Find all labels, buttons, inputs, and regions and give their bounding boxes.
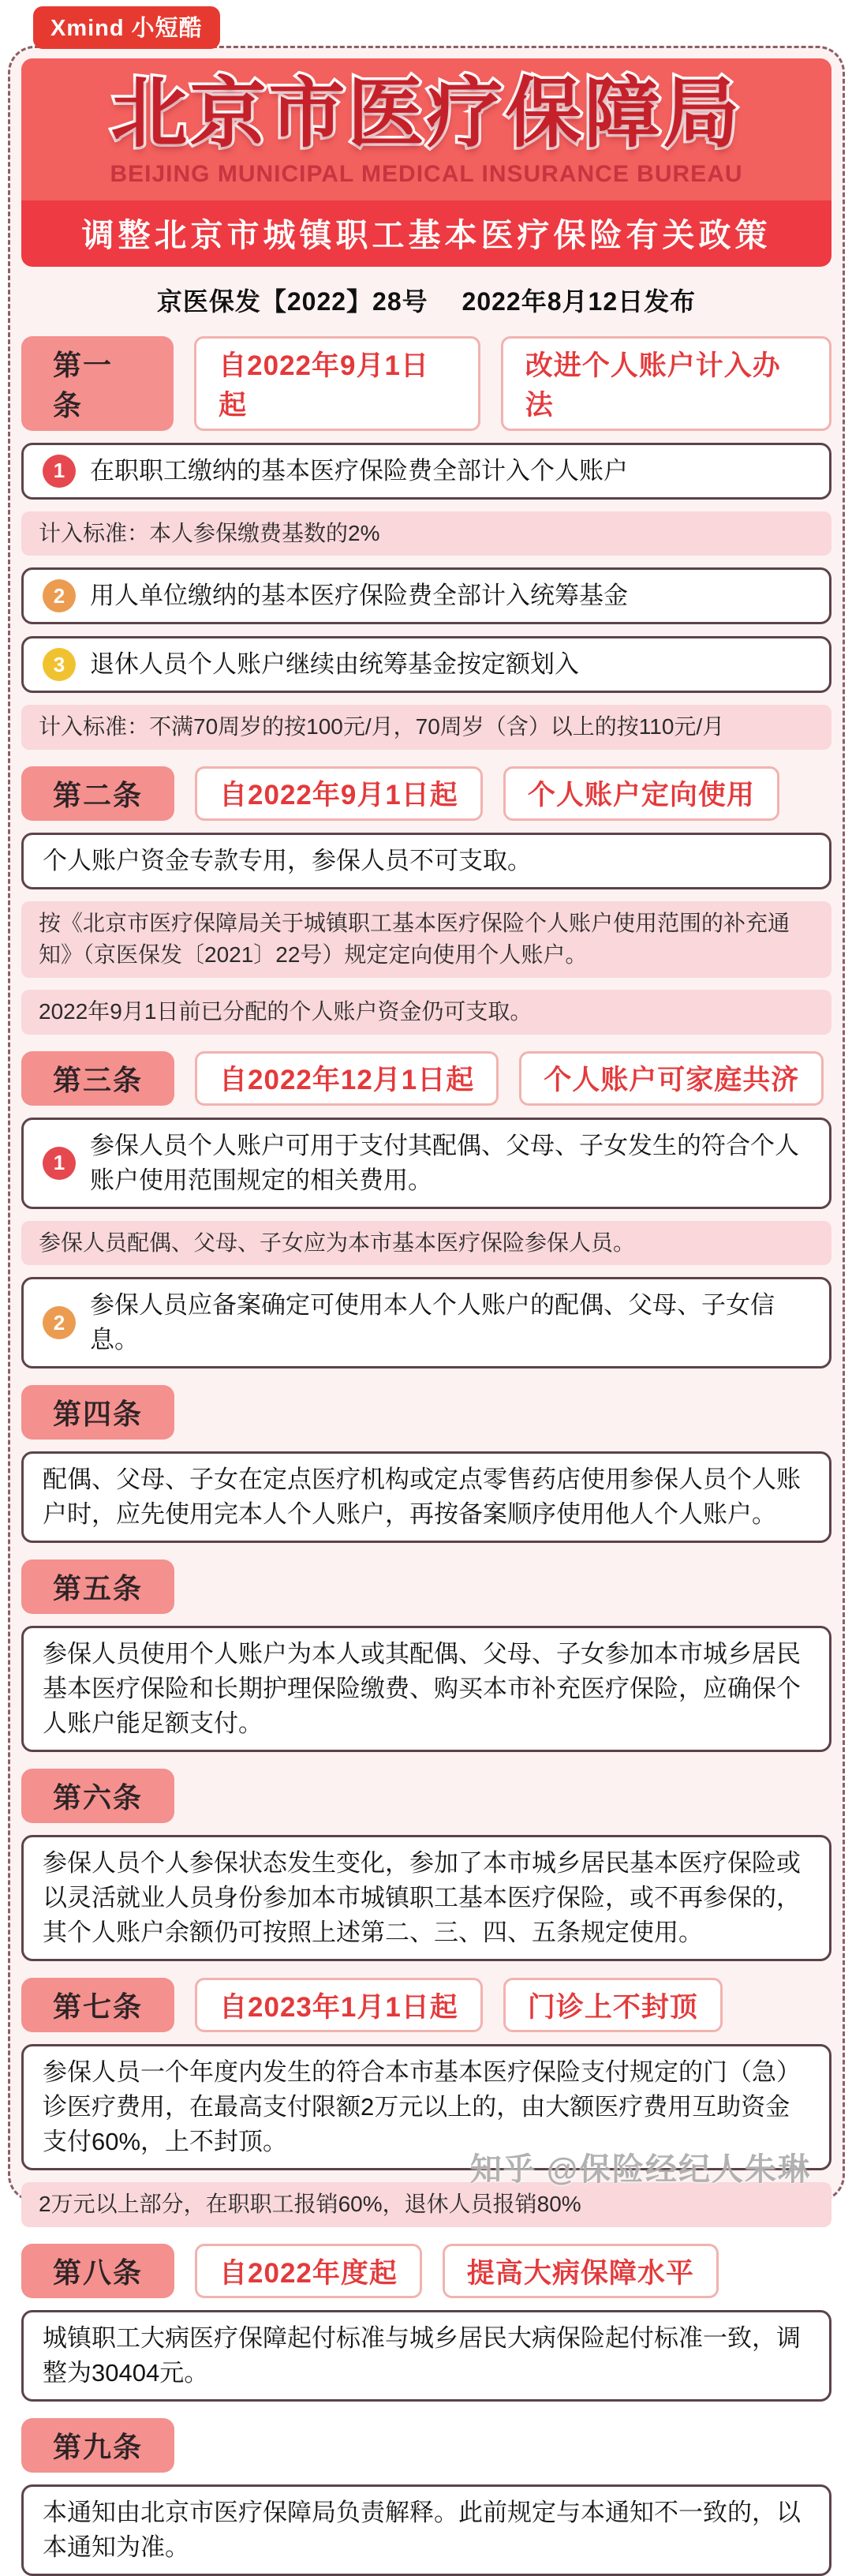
item-number-badge: 1 xyxy=(43,1147,76,1180)
policy-item-text: 参保人员个人参保状态发生变化，参加了本市城乡居民基本医疗保险或以灵活就业人员身份参加本市城镇职工基本医疗保险，或不再参保的，其个人账户余额仍可按照上述第二、三、四、五条规定使用。 xyxy=(43,1849,801,1947)
policy-text-box xyxy=(21,1451,831,1543)
note-box: 2万元以上部分，在职职工报销60%，退休人员报销80% xyxy=(21,2182,831,2227)
policy-text-box xyxy=(21,833,831,889)
topic-badge: 改进个人账户计入办法 xyxy=(501,336,831,431)
note-box: 计入标准：本人参保缴费基数的2% xyxy=(21,511,831,556)
item-number-badge: 2 xyxy=(43,579,76,612)
policy-item-text: 参保人员使用个人账户为本人或其配偶、父母、子女参加本市城乡居民基本医疗保险和长期护理保险缴费、购买本市补充医疗保险，应确保个人账户能足额支付。 xyxy=(43,1640,801,1738)
section-4-heading xyxy=(21,1385,831,1440)
section-label-pill: 第一条 xyxy=(21,336,174,431)
section-1-heading xyxy=(21,336,831,431)
note-box: 参保人员配偶、父母、子女应为本市基本医疗保险参保人员。 xyxy=(21,1221,831,1266)
policy-item-text: 用人单位缴纳的基本医疗保险费全部计入统筹基金 xyxy=(90,582,628,610)
policy-item-box xyxy=(21,567,831,624)
bureau-title-english: BEIJING MUNICIPAL MEDICAL INSURANCE BUREAU xyxy=(110,160,743,187)
section-label-pill: 第五条 xyxy=(21,1559,174,1614)
poster-dashed-frame xyxy=(8,46,845,2562)
policy-item-text: 参保人员应备案确定可使用本人个人账户的配偶、父母、子女信息。 xyxy=(90,1291,775,1354)
effective-date-badge: 自2022年9月1日起 xyxy=(194,336,480,431)
policy-item-text: 城镇职工大病医疗保障起付标准与城乡居民大病保险起付标准一致，调整为30404元。 xyxy=(43,2324,801,2387)
section-label-pill: 第四条 xyxy=(21,1385,174,1440)
item-number-badge: 1 xyxy=(43,455,76,488)
header-card xyxy=(21,58,831,267)
policy-text-box xyxy=(21,1626,831,1752)
policy-item-text: 本通知由北京市医疗保障局负责解释。此前规定与本通知不一致的，以本通知为准。 xyxy=(43,2499,801,2562)
document-number-and-date: 京医保发【2022】28号 2022年8月12日发布 xyxy=(156,286,697,316)
policy-item-text: 个人账户资金专款专用，参保人员不可支取。 xyxy=(43,846,532,874)
section-2-heading xyxy=(21,766,831,821)
topic-badge: 个人账户可家庭共济 xyxy=(519,1051,824,1106)
section-5-heading xyxy=(21,1559,831,1614)
note-box: 按《北京市医疗保障局关于城镇职工基本医疗保险个人账户使用范围的补充通知》（京医保发〔2021〕22号）规定定向使用个人账户。 xyxy=(21,901,831,978)
section-6-heading xyxy=(21,1769,831,1823)
effective-date-badge: 自2022年9月1日起 xyxy=(195,766,483,821)
bureau-title: 北京市医疗保障局 xyxy=(110,70,742,156)
policy-item-text: 参保人员一个年度内发生的符合本市基本医疗保险支付规定的门（急）诊医疗费用，在最高支付限额2万元以上的，由大额医疗费用互助资金支付60%，上不封顶。 xyxy=(43,2058,801,2156)
policy-item-text: 配偶、父母、子女在定点医疗机构或定点零售药店使用参保人员个人账户时，应先使用完本人个人账户，再按备案顺序使用他人个人账户。 xyxy=(43,1466,801,1529)
note-box: 计入标准：不满70周岁的按100元/月，70周岁（含）以上的按110元/月 xyxy=(21,705,831,750)
item-number-badge: 3 xyxy=(43,648,76,681)
section-label-pill: 第七条 xyxy=(21,1978,174,2032)
policy-text-box xyxy=(21,2310,831,2402)
note-box: 2022年9月1日前已分配的个人账户资金仍可支取。 xyxy=(21,990,831,1035)
effective-date-badge: 自2022年12月1日起 xyxy=(195,1051,499,1106)
item-number-badge: 2 xyxy=(43,1306,76,1339)
section-3-heading xyxy=(21,1051,831,1106)
policy-text-box xyxy=(21,2484,831,2576)
section-label-pill: 第九条 xyxy=(21,2418,174,2473)
section-7-heading xyxy=(21,1978,831,2032)
topic-badge: 提高大病保障水平 xyxy=(443,2244,719,2298)
section-9-heading xyxy=(21,2418,831,2473)
policy-item-text: 参保人员个人账户可用于支付其配偶、父母、子女发生的符合个人账户使用范围规定的相关费用。 xyxy=(90,1131,799,1194)
effective-date-badge: 自2022年度起 xyxy=(195,2244,422,2298)
section-label-pill: 第八条 xyxy=(21,2244,174,2298)
effective-date-badge: 自2023年1月1日起 xyxy=(195,1978,483,2032)
topic-badge: 个人账户定向使用 xyxy=(503,766,779,821)
section-8-heading xyxy=(21,2244,831,2298)
policy-item-text: 退休人员个人账户继续由统筹基金按定额划入 xyxy=(90,650,579,679)
policy-item-box xyxy=(21,636,831,693)
policy-item-box xyxy=(21,1277,831,1368)
header-title-area xyxy=(21,58,831,200)
poster-content xyxy=(21,58,831,2576)
xmind-app-tag: Xmind 小短酷 xyxy=(33,6,220,49)
section-label-pill: 第二条 xyxy=(21,766,174,821)
topic-badge: 门诊上不封顶 xyxy=(503,1978,723,2032)
policy-banner: 调整北京市城镇职工基本医疗保险有关政策 xyxy=(21,200,831,267)
policy-item-box xyxy=(21,1118,831,1209)
section-label-pill: 第三条 xyxy=(21,1051,174,1106)
zhihu-watermark: 知乎 @保险经纪人朱琳 xyxy=(469,2152,811,2187)
policy-text-box xyxy=(21,1835,831,1961)
policy-item-text: 在职职工缴纳的基本医疗保险费全部计入个人账户 xyxy=(90,456,628,485)
section-label-pill: 第六条 xyxy=(21,1769,174,1823)
policy-item-box xyxy=(21,443,831,500)
